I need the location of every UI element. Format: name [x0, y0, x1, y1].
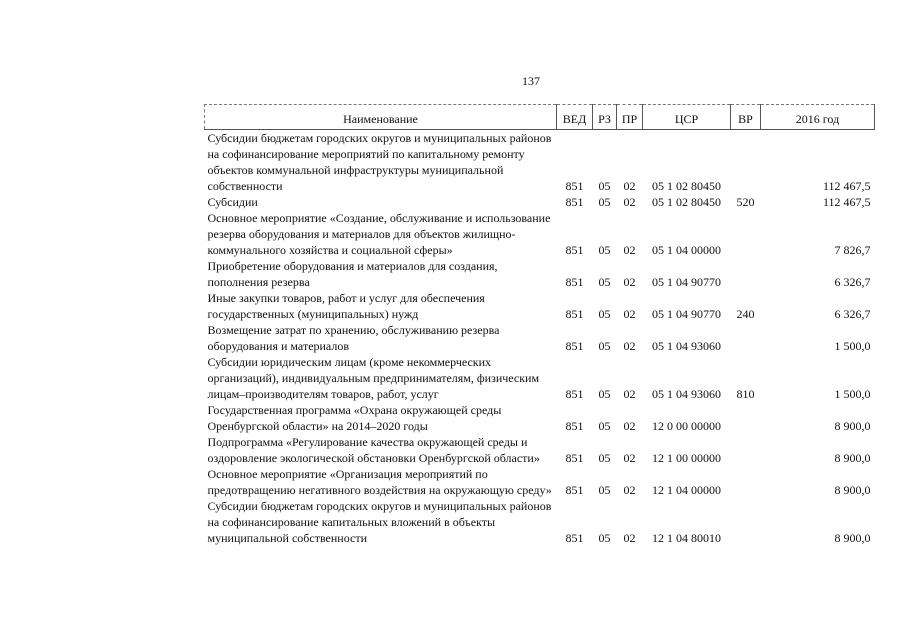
cell-pr: 02	[623, 195, 636, 209]
cell-pr: 02	[623, 243, 636, 257]
header-csr: ЦСР	[643, 105, 731, 130]
cell-pr: 02	[623, 531, 636, 545]
cell-amount: 6 326,7	[834, 307, 871, 321]
cell-vr: 520	[736, 195, 755, 209]
cell-pr: 02	[623, 339, 636, 353]
cell-csr: 05 1 04 93060	[652, 387, 721, 401]
cell-rz: 05	[598, 451, 611, 465]
header-ved: ВЕД	[557, 105, 593, 130]
cell-rz: 05	[598, 339, 611, 353]
cell-rz: 05	[598, 387, 611, 401]
cell-vr	[731, 434, 761, 466]
cell-pr: 02	[623, 387, 636, 401]
cell-amount: 112 467,5	[822, 179, 871, 193]
cell-rz: 05	[598, 179, 611, 193]
header-amount: 2016 год	[761, 105, 875, 130]
cell-name: Субсидии бюджетам городских округов и муниципальных районов на софинансирование мероприятий по капитальному ремонту объектов коммунальной инфраструктуры муниципальной собственности	[207, 131, 552, 193]
cell-name: Субсидии бюджетам городских округов и муниципальных районов на софинансирование капитальных вложений в объекты муниципальной собственности	[207, 499, 552, 545]
cell-csr: 05 1 04 93060	[652, 339, 721, 353]
table-row	[205, 258, 875, 290]
header-rz: РЗ	[593, 105, 617, 130]
cell-csr: 05 1 02 80450	[652, 179, 721, 193]
cell-amount: 8 900,0	[834, 451, 871, 465]
cell-ved: 851	[565, 179, 584, 193]
cell-ved: 851	[565, 531, 584, 545]
header-pr: ПР	[617, 105, 643, 130]
cell-vr	[731, 130, 761, 195]
cell-pr: 02	[623, 483, 636, 497]
cell-csr: 05 1 04 90770	[652, 275, 721, 289]
cell-amount: 1 500,0	[834, 387, 871, 401]
cell-name: Государственная программа «Охрана окружающей среды Оренбургской области» на 2014–2020 годы	[207, 403, 502, 433]
cell-name: Приобретение оборудования и материалов для создания, пополнения резерва	[207, 259, 498, 289]
table-row	[205, 290, 875, 322]
cell-rz: 05	[598, 243, 611, 257]
table-row	[205, 210, 875, 258]
cell-csr: 05 1 02 80450	[652, 195, 721, 209]
cell-amount: 112 467,5	[822, 195, 871, 209]
cell-csr: 05 1 04 90770	[652, 307, 721, 321]
cell-vr	[731, 498, 761, 546]
cell-vr	[731, 258, 761, 290]
cell-vr	[731, 466, 761, 498]
cell-csr: 12 1 04 00000	[652, 483, 721, 497]
cell-amount: 8 900,0	[834, 483, 871, 497]
table-row	[205, 434, 875, 466]
cell-rz: 05	[598, 483, 611, 497]
table-row	[205, 322, 875, 354]
cell-amount: 7 826,7	[834, 243, 871, 257]
cell-name: Возмещение затрат по хранению, обслуживанию резерва оборудования и материалов	[207, 323, 500, 353]
cell-csr: 05 1 04 00000	[652, 243, 721, 257]
page-number: 137	[522, 74, 540, 88]
cell-ved: 851	[565, 275, 584, 289]
cell-rz: 05	[598, 419, 611, 433]
budget-table	[204, 104, 875, 546]
cell-name: Подпрограмма «Регулирование качества окружающей среды и оздоровление экологической обстановки Оренбургской области»	[207, 435, 540, 465]
cell-amount: 1 500,0	[834, 339, 871, 353]
table-row	[205, 194, 875, 210]
table-row	[205, 466, 875, 498]
table-row	[205, 402, 875, 434]
table-header-row	[205, 105, 875, 130]
table-row	[205, 130, 875, 195]
cell-amount: 8 900,0	[834, 419, 871, 433]
table-row	[205, 498, 875, 546]
table-row	[205, 354, 875, 402]
cell-amount: 6 326,7	[834, 275, 871, 289]
cell-csr: 12 0 00 00000	[652, 419, 721, 433]
cell-ved: 851	[565, 387, 584, 401]
cell-csr: 12 1 04 80010	[652, 531, 721, 545]
cell-vr: 810	[736, 387, 755, 401]
cell-name: Субсидии юридическим лицам (кроме некоммерческих организаций), индивидуальным предпринимателям, физическим лицам–производителям товаров, работ, услуг	[207, 355, 540, 401]
cell-vr: 240	[736, 307, 755, 321]
table-body	[205, 130, 875, 547]
cell-ved: 851	[565, 243, 584, 257]
cell-vr	[731, 402, 761, 434]
cell-ved: 851	[565, 339, 584, 353]
cell-pr: 02	[623, 451, 636, 465]
cell-ved: 851	[565, 307, 584, 321]
cell-name: Основное мероприятие «Создание, обслуживание и использование резерва оборудования и материалов для объектов жилищно-коммунального хозяйства и социальной сферы»	[207, 211, 551, 257]
cell-rz: 05	[598, 531, 611, 545]
cell-pr: 02	[623, 275, 636, 289]
cell-name: Иные закупки товаров, работ и услуг для обеспечения государственных (муниципальных) нужд	[207, 291, 485, 321]
cell-pr: 02	[623, 179, 636, 193]
cell-vr	[731, 322, 761, 354]
cell-vr	[731, 210, 761, 258]
cell-name: Субсидии	[207, 195, 258, 209]
cell-ved: 851	[565, 483, 584, 497]
cell-rz: 05	[598, 275, 611, 289]
cell-ved: 851	[565, 451, 584, 465]
cell-name: Основное мероприятие «Организация мероприятий по предотвращению негативного воздействия на окружающую среду»	[207, 467, 552, 497]
cell-rz: 05	[598, 195, 611, 209]
header-vr: ВР	[731, 105, 761, 130]
cell-pr: 02	[623, 307, 636, 321]
cell-ved: 851	[565, 419, 584, 433]
cell-amount: 8 900,0	[834, 531, 871, 545]
cell-pr: 02	[623, 419, 636, 433]
cell-ved: 851	[565, 195, 584, 209]
header-name: Наименование	[205, 105, 557, 130]
cell-csr: 12 1 00 00000	[652, 451, 721, 465]
cell-rz: 05	[598, 307, 611, 321]
